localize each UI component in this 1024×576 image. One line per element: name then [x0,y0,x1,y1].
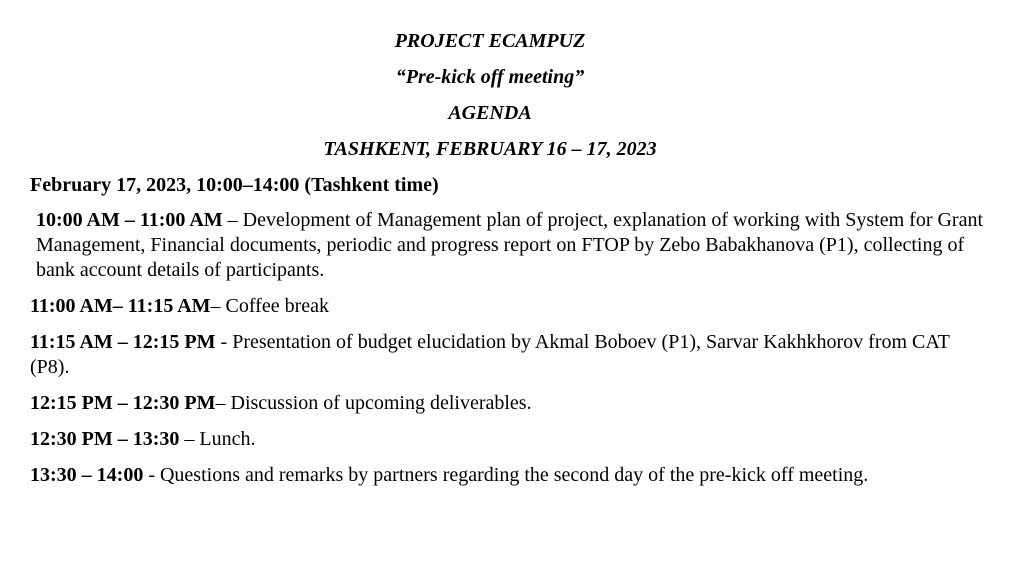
project-title: PROJECT ECAMPUZ [394,30,586,52]
agenda-item [30,391,990,416]
agenda-item-text: – Discussion of upcoming deliverables. [215,392,532,414]
agenda-item-text: – Coffee break [210,295,330,317]
agenda-item-text: – Development of Management plan of project, explanation of working with System for Grant Management, Financial documents, periodic and progress report on FTOP by Zebo Babakhanova (P1), collecting of bank account details of participants. [36,209,984,281]
agenda-content [30,173,990,499]
agenda-item-time: 12:30 PM – 13:30 [30,428,180,450]
location-dates: TASHKENT, FEBRUARY 16 – 17, 2023 [323,138,657,160]
agenda-item-text: - Presentation of budget elucidation by Akmal Boboev (P1), Sarvar Kakhkhorov from CAT (P8). [30,331,950,378]
agenda-item-time: 12:15 PM – 12:30 PM [30,392,216,414]
agenda-item-time: 11:15 AM – 12:15 PM [30,331,216,353]
agenda-item [30,208,990,283]
agenda-item-time: 11:00 AM– 11:15 AM [30,295,211,317]
agenda-item [30,427,990,452]
agenda-item-text: - Questions and remarks by partners regarding the second day of the pre-kick off meeting. [143,464,869,486]
meeting-title: “Pre-kick off meeting” [395,66,585,88]
agenda-heading: AGENDA [448,102,532,124]
agenda-item [30,294,990,319]
agenda-item-time: 13:30 – 14:00 [30,464,144,486]
agenda-item [30,463,990,488]
agenda-item-text: – Lunch. [179,428,256,450]
agenda-item-time: 10:00 AM – 11:00 AM [36,209,223,231]
session-date-line: February 17, 2023, 10:00–14:00 (Tashkent time) [30,174,439,196]
agenda-item [30,330,990,380]
